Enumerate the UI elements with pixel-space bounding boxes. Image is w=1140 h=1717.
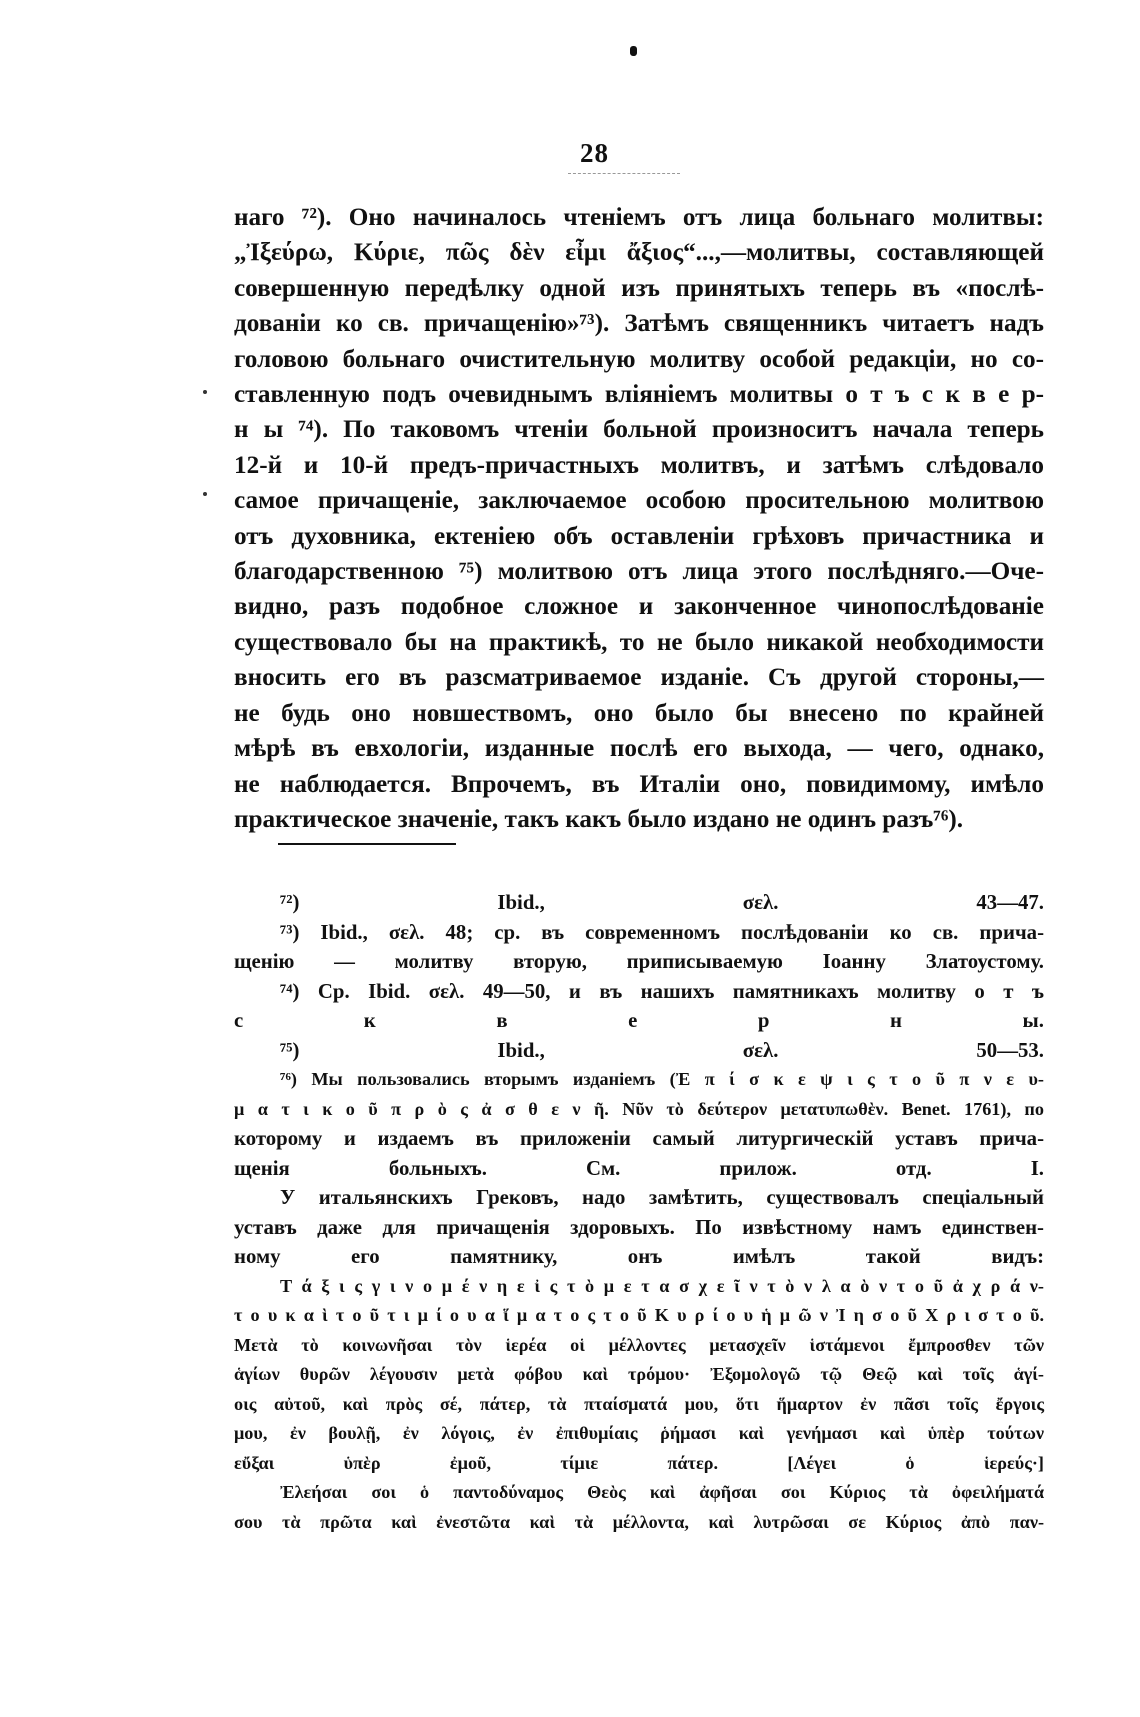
text-line: не будь оно новшествомъ, оно было бы внесено по крайней [234,699,1044,727]
greek-text-line: ἁγίων θυρῶν λέγουσιν μετὰ φόβου καὶ τρόμου· Ἐξομολογῶ τῷ Θεῷ καὶ τοῖς ἁγί- [234,1364,1044,1384]
footnote-74: ⁷⁴) Ср. Ibid. σελ. 49—50, и въ нашихъ памятникахъ молитву о т ъ [280,979,1044,1003]
text-line: ставленную подъ очевиднымъ вліяніемъ молитвы о т ъ с к в е р- [234,381,1044,409]
header-rule [568,173,680,174]
footnote-line: ному его памятнику, онъ имѣлъ такой видъ: [234,1245,1044,1268]
greek-title-line: Τ ά ξ ι ς γ ι ν ο μ έ ν η ε ἰ ς τ ὸ μ ε τ α σ χ ε ῖ ν τ ὸ ν λ α ὸ ν τ ο ῦ ἀ χ ρ ά ν- [280,1275,1044,1296]
greek-text-line: μου, ἐν βουλῇ, ἐν λόγοις, ἐν ἐπιθυμίαις ῥήμασι καὶ γενήμασι καὶ ὑπὲρ τούτων [234,1423,1044,1443]
greek-text-line: σου τὰ πρῶτα καὶ ἐνεστῶτα καὶ τὰ μέλλοντα, καὶ λυτρῶσαι σε Κύριος ἀπὸ παν- [234,1511,1044,1532]
greek-text-line: Μετὰ τὸ κοινωνῆσαι τὸν ἱερέα οἱ μέλλοντες μετασχεῖν ἱστάμενοι ἔμπροσθεν τῶν [234,1334,1044,1355]
text-line: совершенную передѣлку одной изъ принятыхъ теперь въ «послѣ- [234,274,1044,302]
text-line: самое причащеніе, заключаемое особою просительною молитвою [234,487,1044,515]
footnote-line: щенія больныхъ. См. прилож. отд. I. [234,1156,1044,1180]
text-line: головою больнаго очистительную молитву особой редакціи, но со- [234,345,1044,373]
footnote-line: У итальянскихъ Грековъ, надо замѣтить, существовалъ спеціальный [280,1186,1044,1209]
text-line: существовало бы на практикѣ, то не было никакой необходимости [234,628,1044,656]
footnote-73: ⁷³) Ibid., σελ. 48; ср. въ современномъ послѣдованіи ко св. прича- [280,920,1044,944]
text-line: вносить его въ разсматриваемое изданіе. Съ другой стороны,— [234,664,1044,692]
text-line: не наблюдается. Впрочемъ, въ Италіи оно, повидимому, имѣло [234,770,1044,798]
greek-title-line: τ ο υ κ α ὶ τ ο ῦ τ ι μ ί ο υ α ἵ μ α τ ο ς τ ο ῦ Κ υ ρ ί ο υ ἡ μ ῶ ν Ἰ η σ ο ῦ Χ ρ ι σ τ ο ῦ. [234,1305,1044,1325]
ink-speck [630,46,637,56]
margin-mark [203,492,207,496]
text-line: дованіи ко св. причащенію»⁷³). Затѣмъ священникъ читаетъ надъ [234,310,1044,338]
footnotes [234,888,1044,1537]
footnote-separator [278,843,456,845]
footnote-line: которому и издаемъ въ приложеніи самый литургическій уставъ прича- [234,1127,1044,1150]
footnote-line: μ α τ ι κ ο ῦ π ρ ὸ ς ἀ σ θ ε ν ῆ. Νῦν τὸ δεύτερον μετατυπωθὲν. Benet. 1761), по [234,1098,1044,1119]
footnote-72: ⁷²) Ibid., σελ. 43—47. [280,891,1044,914]
greek-text-line: εὔξαι ὑπὲρ ἐμοῦ, τίμιε πάτερ. [Λέγει ὁ ἱερεύς·] [234,1452,1044,1473]
text-line: 12-й и 10-й предъ-причастныхъ молитвъ, и затѣмъ слѣдовало [234,451,1044,479]
text-line: благодарственною ⁷⁵) молитвою отъ лица этого послѣдняго.—Оче- [234,558,1044,586]
footnote-line: с к в е р н ы. [234,1009,1044,1032]
footnote-line: щенію — молитву вторую, приписываемую Іоанну Златоустому. [234,950,1044,973]
margin-mark [203,390,207,394]
text-line: н ы ⁷⁴). По таковомъ чтеніи больной произноситъ начала теперь [234,416,1044,444]
text-line: „Ἰξεύρω, Κύριε, πῶς δὲν εἶμι ἄξιος“...,—молитвы, составляющей [234,239,1044,267]
greek-text-line: Ἐλεήσαι σοι ὁ παντοδύναμος Θεὸς καὶ ἀφῆσαι σοι Κύριος τὰ ὀφειλήματά [280,1482,1044,1502]
footnote-75: ⁷⁵) Ibid., σελ. 50—53. [280,1038,1044,1062]
footnote-line: уставъ даже для причащенія здоровыхъ. По извѣстному намъ единствен- [234,1215,1044,1239]
text-line: мѣрѣ въ евхологіи, изданные послѣ его выхода, — чего, однако, [234,735,1044,763]
text-line: видно, разъ подобное сложное и законченное чинопослѣдованіе [234,593,1044,621]
main-text [234,200,1044,837]
page-number: 28 [580,138,609,168]
text-line: практическое значеніе, такъ какъ было издано не одинъ разъ⁷⁶). [234,805,964,833]
footnote-76: ⁷⁶) Мы пользовались вторымъ изданіемъ (Ἐ π ί σ κ ε ψ ι ς τ ο ῦ π ν ε υ- [280,1069,1044,1089]
greek-text-line: οις αὐτοῦ, καὶ πρὸς σέ, πάτερ, τὰ πταίσματά μου, ὅτι ἥμαρτον ἐν πᾶσι τοῖς ἔργοις [234,1393,1044,1414]
text-line: наго ⁷²). Оно начиналось чтеніемъ отъ лица больнаго молитвы: [234,204,1044,231]
text-line: отъ духовника, ектеніею объ оставленіи грѣховъ причастника и [234,522,1044,550]
